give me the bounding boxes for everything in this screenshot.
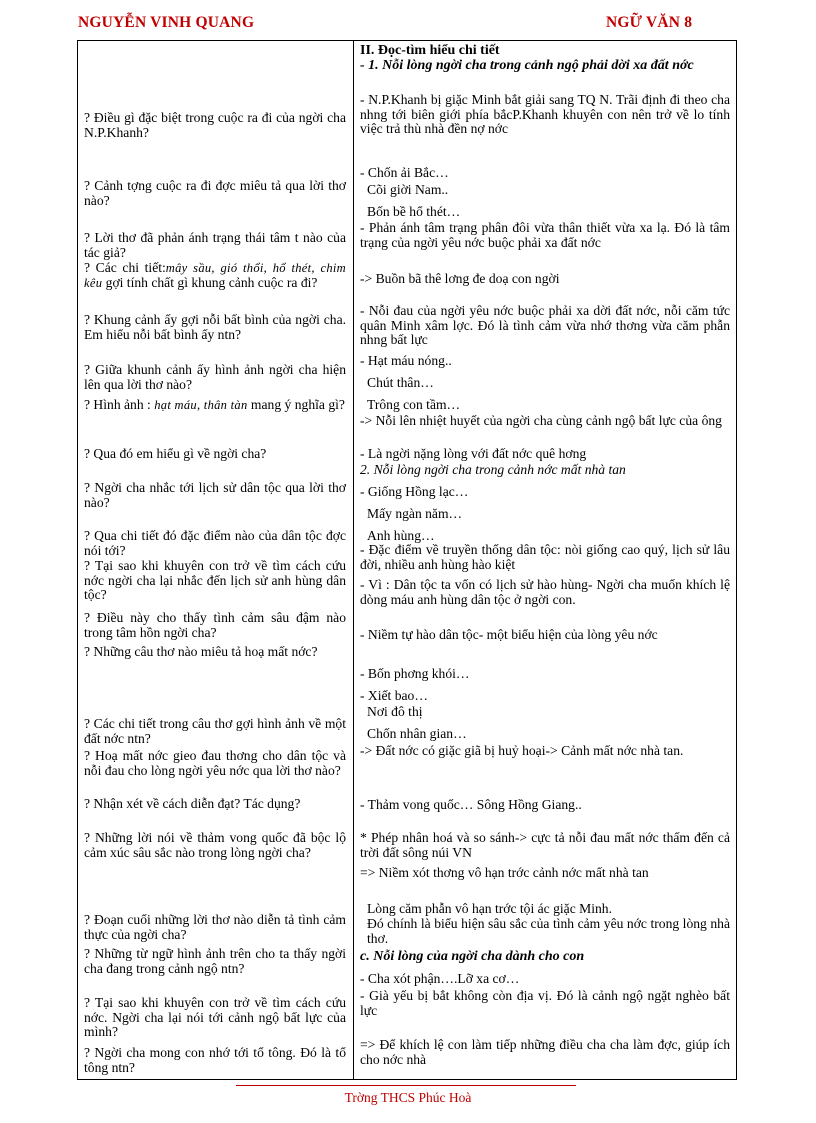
question-3: ? Lời thơ đã phản ánh trạng thái tâm t nào của tác giả? — [84, 230, 346, 260]
answer-30: Đó chính là biểu hiện sâu sắc của tình cảm yêu nớc trong lòng nhà thơ. — [367, 916, 730, 946]
answer-4: Cõi giời Nam.. — [367, 182, 449, 197]
answer-18: - Đặc điểm về truyền thống dân tộc: nòi giống cao quý, lịch sử lâu đời, nhiều anh hùng hào kiệt — [360, 542, 730, 572]
subsection-3-heading: c. Nỗi lòng của ngời cha dành cho con — [360, 949, 585, 964]
answer-27: * Phép nhân hoá và so sánh-> cực tả nỗi đau mất nớc thấm đến cả trời đất sông núi VN — [360, 830, 730, 860]
answer-23: Nơi đô thị — [367, 704, 423, 719]
question-14: ? Các chi tiết trong câu thơ gợi hình ảnh về một đất nớc ntn? — [84, 716, 346, 746]
answer-13: - Là ngời nặng lòng với đất nớc quê hơng — [360, 446, 587, 461]
lesson-table — [77, 40, 737, 1080]
answer-12: -> Nỗi lên nhiệt huyết của ngời cha cùng cảnh ngộ bất lực của ông — [360, 413, 722, 428]
question-19: ? Những từ ngữ hình ảnh trên cho ta thấy ngời cha đang trong cảnh ngộ ntn? — [84, 946, 346, 976]
answer-28: => Niềm xót thơng vô hạn trớc cảnh nớc mất nhà tan — [360, 865, 649, 880]
answer-25: -> Đất nớc có giặc giã bị huỷ hoại-> Cảnh mất nớc nhà tan. — [360, 743, 684, 758]
question-21: ? Ngời cha mong con nhớ tới tổ tông. Đó là tổ tông ntn? — [84, 1045, 346, 1075]
answer-8: - Nỗi đau của ngời yêu nớc buộc phải xa dời đất nớc, nỗi căm tức quân Minh xâm lợc. Đó là tình cảm vừa nhớ thơng vừa căm phẫn nhng bất lực — [360, 303, 730, 348]
question-18: ? Đoạn cuối những lời thơ nào diễn tả tình cảm thực của ngời cha? — [84, 912, 346, 942]
question-8: ? Qua đó em hiểu gì về ngời cha? — [84, 446, 267, 461]
answer-33: - Già yếu bị bắt không còn địa vị. Đó là cảnh ngộ ngặt nghèo bất lực — [360, 988, 730, 1018]
answer-5: Bốn bề hổ thét… — [367, 204, 461, 219]
question-11: ? Tại sao khi khuyên con trở về tìm cách cứu nớc ngời cha lại nhắc đến lịch sử anh hùng dân tộc? — [84, 558, 346, 603]
answer-34: => Để khích lệ con làm tiếp những điều cha cha làm đợc, giúp ích cho nớc nhà — [360, 1037, 730, 1067]
question-16: ? Nhận xét về cách diễn đạt? Tác dụng? — [84, 796, 301, 811]
answer-7: -> Buồn bã thê lơng đe doạ con ngời — [360, 271, 560, 286]
question-17: ? Những lời nói về thảm vong quốc đã bộc lộ cảm xúc sâu sắc nào trong lòng ngời cha? — [84, 830, 346, 860]
answer-9: - Hạt máu nóng.. — [360, 353, 452, 368]
answer-20: - Niềm tự hào dân tộc- một biểu hiện của lòng yêu nớc — [360, 627, 658, 642]
subsection-1-heading: - 1. Nỗi lòng ngời cha trong cảnh ngộ phải dời xa đất nớc — [360, 58, 694, 73]
answer-17: Anh hùng… — [367, 528, 435, 543]
column-divider — [353, 41, 354, 1079]
question-5: ? Khung cảnh ấy gợi nỗi bất bình của ngời cha. Em hiểu nỗi bất bình ấy ntn? — [84, 312, 346, 342]
answer-21: - Bốn phơng khói… — [360, 666, 470, 681]
answer-15: - Giống Hồng lạc… — [360, 484, 469, 499]
question-6: ? Giữa khunh cảnh ấy hình ảnh ngời cha hiện lên qua lời thơ nào? — [84, 362, 346, 392]
answer-32: - Cha xót phận….Lỡ xa cơ… — [360, 971, 520, 986]
footer-divider — [236, 1085, 576, 1086]
answer-19: - Vì : Dân tộc ta vốn có lịch sử hào hùng- Ngời cha muốn khích lệ dòng máu anh hùng dân tộc ở ngời con. — [360, 577, 730, 607]
question-7: ? Hình ảnh : hạt máu, thân tàn mang ý nghĩa gì? — [84, 397, 345, 412]
answer-24: Chốn nhân gian… — [367, 726, 467, 741]
answer-2: - N.P.Khanh bị giặc Minh bắt giải sang TQ N. Trãi định đi theo cha nhng tới biên giới phía bắcP.Khanh khuyên con nên trở về lo tính việc trả thù nhà đền nợ nớc — [360, 92, 730, 137]
question-9: ? Ngời cha nhắc tới lịch sử dân tộc qua lời thơ nào? — [84, 480, 346, 510]
answer-11: Trông con tầm… — [367, 397, 461, 412]
question-10: ? Qua chi tiết đó đặc điểm nào của dân tộc đợc nói tới? — [84, 528, 346, 558]
question-2: ? Cảnh tợng cuộc ra đi đợc miêu tả qua lời thơ nào? — [84, 178, 346, 208]
answer-22: - Xiết bao… — [360, 688, 428, 703]
answer-6: - Phản ánh tâm trạng phân đôi vừa thân thiết vừa xa lạ. Đó là tâm trạng của ngời yêu nớc buộc phải xa đất nớc — [360, 220, 730, 250]
header-subject: NGỮ VĂN 8 — [606, 14, 693, 31]
footer-school: Trờng THCS Phúc Hoà — [344, 1090, 472, 1105]
answer-10: Chút thân… — [367, 375, 434, 390]
section-heading: II. Đọc-tìm hiểu chi tiết — [360, 43, 500, 58]
question-13: ? Những câu thơ nào miêu tả hoạ mất nớc? — [84, 644, 318, 659]
question-12: ? Điều này cho thấy tình cảm sâu đậm nào trong tâm hồn ngời cha? — [84, 610, 346, 640]
answer-3: - Chốn ải Bắc… — [360, 165, 449, 180]
answer-16: Mấy ngàn năm… — [367, 506, 463, 521]
question-15: ? Hoạ mất nớc gieo đau thơng cho dân tộc và nỗi đau cho lòng ngời yêu nớc qua lời thơ nào? — [84, 748, 346, 778]
question-4: ? Các chi tiết:mây sầu, gió thổi, hổ thét, chim kêu gợi tính chất gì khung cảnh cuộc ra đi? — [84, 260, 346, 290]
subsection-2-heading: 2. Nỗi lòng ngời cha trong cảnh nớc mất nhà tan — [360, 462, 626, 477]
answer-26: - Thảm vong quốc… Sông Hồng Giang.. — [360, 797, 582, 812]
question-20: ? Tại sao khi khuyên con trở về tìm cách cứu nớc. Ngời cha lại nói tới cảnh ngộ bất lực của mình? — [84, 995, 346, 1040]
answer-29: Lòng căm phẫn vô hạn trớc tội ác giặc Minh. — [367, 901, 613, 916]
question-1: ? Điều gì đặc biệt trong cuộc ra đi của ngời cha N.P.Khanh? — [84, 110, 346, 140]
header-author: NGUYỄN VINH QUANG — [78, 14, 255, 31]
